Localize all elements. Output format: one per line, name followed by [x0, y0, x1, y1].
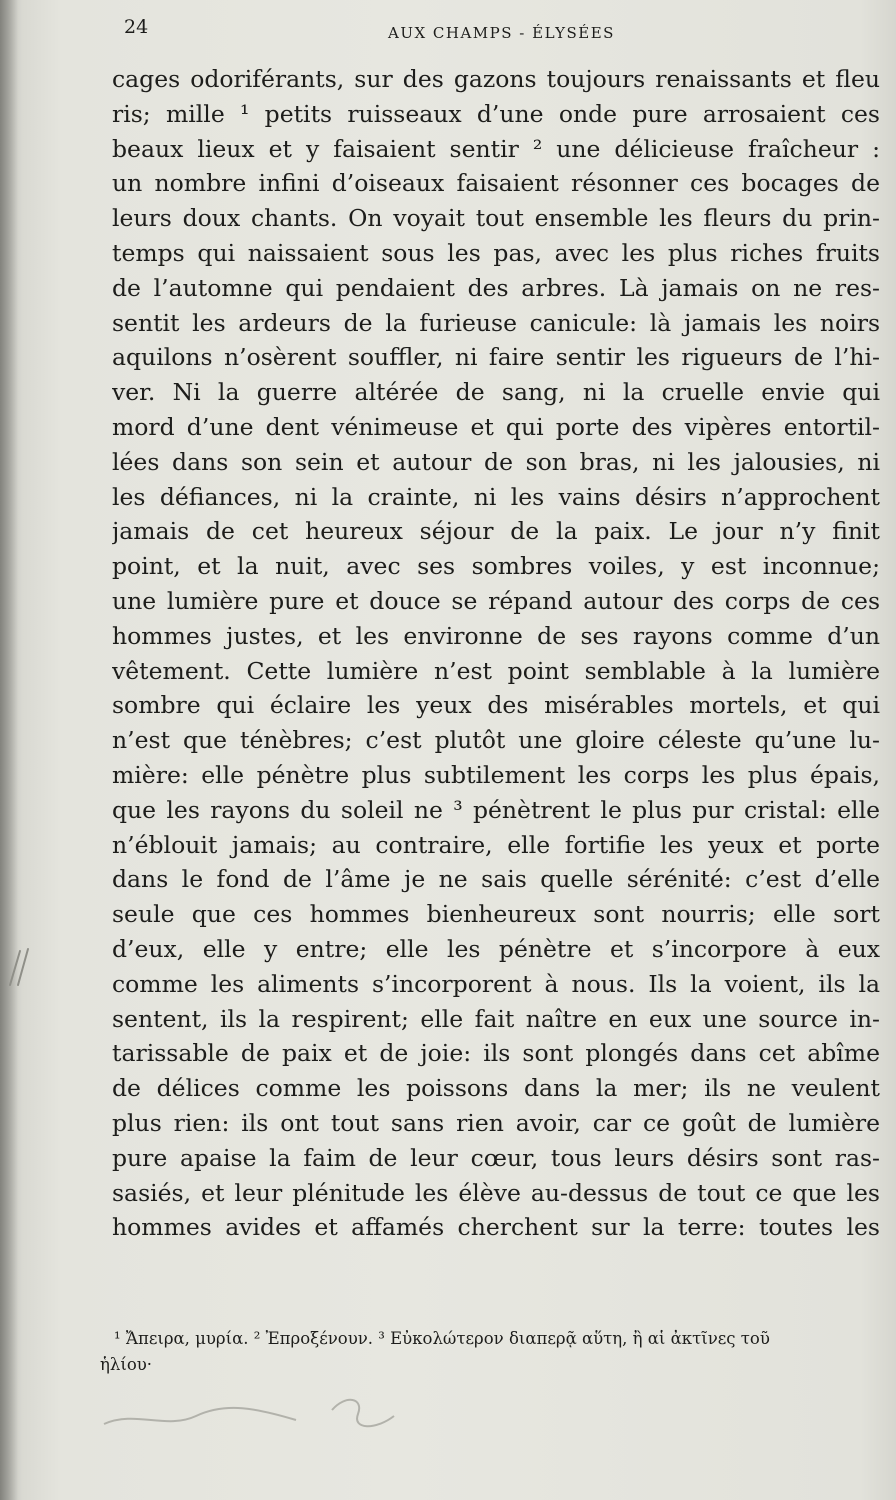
text-line: ver. Ni la guerre altérée de sang, ni la cruelle envie qui — [112, 378, 880, 407]
text-line: point, et la nuit, avec ses sombres voiles, y est inconnue; — [112, 552, 880, 581]
page-edge-shadow — [0, 0, 18, 1500]
text-line: plus rien: ils ont tout sans rien avoir, car ce goût de lumière — [112, 1108, 880, 1137]
page-number: 24 — [124, 16, 149, 38]
text-line: seule que ces hommes bienheureux sont nourris; elle sort — [112, 900, 880, 929]
text-line: tarissable de paix et de joie: ils sont plongés dans cet abîme — [112, 1039, 880, 1068]
text-line: hommes avides et affamés cherchent sur la terre: toutes les — [112, 1213, 880, 1242]
footnote-line: ¹ Ἄπειρα, μυρία. ² Ἐπροξένουν. ³ Εὐκολώτερον διαπερᾷ αὕτη, ἢ αἱ ἀκτῖνες τοῦ — [114, 1329, 770, 1348]
body-text — [112, 62, 880, 1245]
text-line: aquilons n’osèrent souffler, ni faire sentir les rigueurs de l’hi- — [112, 343, 880, 372]
text-line: de l’automne qui pendaient des arbres. Là jamais on ne res- — [112, 273, 880, 302]
text-line: lées dans son sein et autour de son bras, ni les jalousies, ni — [112, 447, 880, 476]
text-line: temps qui naissaient sous les pas, avec les plus riches fruits — [112, 238, 880, 267]
text-line: mière: elle pénètre plus subtilement les corps les plus épais, — [112, 760, 880, 789]
text-line: une lumière pure et douce se répand autour des corps de ces — [112, 586, 880, 615]
text-line: sentent, ils la respirent; elle fait naître en eux une source in- — [112, 1004, 880, 1033]
text-line: cages odoriférants, sur des gazons toujours renaissants et fleu — [112, 65, 880, 93]
text-line: vêtement. Cette lumière n’est point semblable à la lumière — [112, 656, 880, 685]
text-line: leurs doux chants. On voyait tout ensemble les fleurs du prin- — [112, 204, 880, 233]
text-line: hommes justes, et les environne de ses rayons comme d’un — [112, 621, 880, 650]
text-line: beaux lieux et y faisaient sentir ² une délicieuse fraîcheur : — [112, 134, 880, 163]
text-line: ris; mille ¹ petits ruisseaux d’une onde pure arrosaient ces — [112, 99, 880, 128]
text-line: comme les aliments s’incorporent à nous. Ils la voient, ils la — [112, 969, 880, 998]
text-line: sombre qui éclaire les yeux des misérables mortels, et qui — [112, 691, 880, 720]
pencil-scrawl-mark — [96, 1380, 426, 1440]
page-header — [0, 14, 896, 44]
text-line: pure apaise la faim de leur cœur, tous leurs désirs sont ras- — [112, 1143, 880, 1172]
text-line: n’éblouit jamais; au contraire, elle fortifie les yeux et porte — [112, 830, 880, 859]
running-title: AUX CHAMPS - ÉLYSÉES — [388, 24, 615, 42]
footnote-line: ἡλίου· — [100, 1355, 153, 1374]
text-line: d’eux, elle y entre; elle les pénètre et s’incorpore à eux — [112, 934, 880, 963]
text-line: sentit les ardeurs de la furieuse canicule: là jamais les noirs — [112, 308, 880, 337]
text-line: sasiés, et leur plénitude les élève au-dessus de tout ce que les — [112, 1178, 880, 1207]
text-line: mord d’une dent vénimeuse et qui porte des vipères entortil- — [112, 412, 880, 441]
text-line: les défiances, ni la crainte, ni les vains désirs n’approchent — [112, 482, 880, 511]
text-line: n’est que ténèbres; c’est plutôt une gloire céleste qu’une lu- — [112, 726, 880, 755]
text-line: un nombre infini d’oiseaux faisaient résonner ces bocages de — [112, 169, 880, 198]
footnotes — [100, 1326, 880, 1378]
text-line: que les rayons du soleil ne ³ pénètrent le plus pur cristal: elle — [112, 795, 880, 824]
text-line: jamais de cet heureux séjour de la paix. Le jour n’y finit — [112, 517, 880, 546]
text-line: dans le fond de l’âme je ne sais quelle sérénité: c’est d’elle — [112, 865, 880, 894]
pencil-margin-mark — [4, 945, 34, 989]
text-line: de délices comme les poissons dans la mer; ils ne veulent — [112, 1074, 880, 1103]
